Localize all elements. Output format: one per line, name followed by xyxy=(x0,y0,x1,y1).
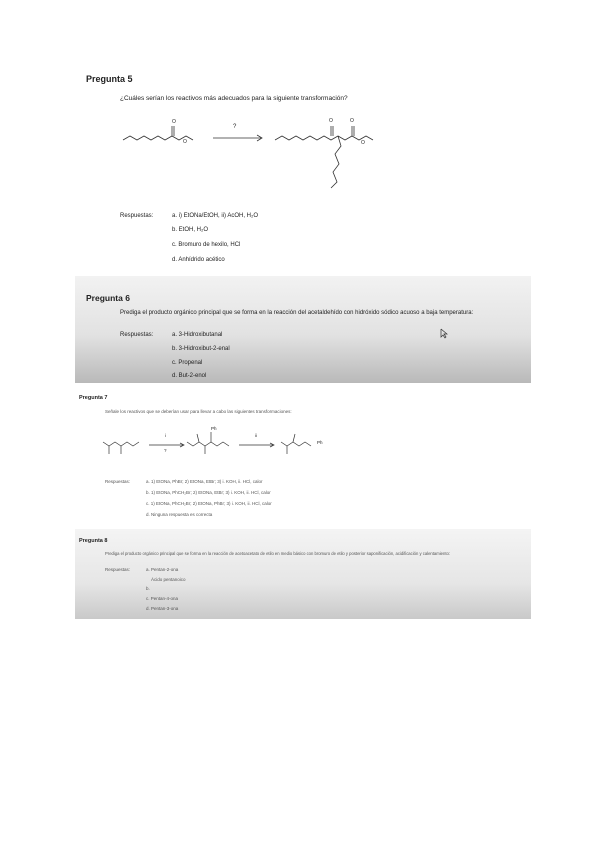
product-structure xyxy=(275,124,375,190)
answer-option-c[interactable]: c. 1) EtONa, PhCH₂Br; 2) EtONa, PhBr; 3) i. KOH, ii. HCl, calor xyxy=(146,501,272,506)
question-6 xyxy=(75,276,531,383)
question-title: Pregunta 8 xyxy=(79,538,108,544)
reaction-arrow xyxy=(239,442,275,448)
product-o-label: O xyxy=(350,118,354,124)
answer-option-d[interactable]: d. But-2-enol xyxy=(172,373,207,379)
question-text: Prediga el producto orgánico principal que se forma en la reacción de acetoacetato de etilo en medio básico con bromuro de etilo y posterior saponificación, acidificación y calentamiento: xyxy=(105,551,450,556)
question-text: Prediga el producto orgánico principal que se forma en la reacción del acetaldehído con hidróxido sódico acuoso a baja temperatura: xyxy=(120,310,474,316)
product-ester-o-label: O xyxy=(361,140,365,146)
answer-option-b-text[interactable]: Ácido pentanoico xyxy=(151,577,186,582)
question-title: Pregunta 7 xyxy=(79,395,108,401)
answers-label: Respuestas: xyxy=(105,567,131,572)
arrow-label-top: i xyxy=(165,433,166,438)
answer-option-d[interactable]: d. Anhídrido acético xyxy=(172,257,225,263)
reaction-arrow xyxy=(149,442,185,448)
answer-option-a[interactable]: a. 3-Hidroxibutanal xyxy=(172,332,223,338)
answers-label: Respuestas: xyxy=(120,332,154,338)
arrow-label-bottom: ? xyxy=(164,448,167,453)
question-title: Pregunta 6 xyxy=(86,293,130,303)
answers-label: Respuestas: xyxy=(105,479,131,484)
answer-option-a[interactable]: a. Pentan-2-ona xyxy=(146,567,179,572)
answer-option-b[interactable]: b. EtOH, H₂O xyxy=(172,227,209,233)
ph-label: Ph xyxy=(211,426,217,431)
arrow-label-top: ii xyxy=(255,433,257,438)
answer-option-c[interactable]: c. Bromuro de hexilo, HCl xyxy=(172,242,241,248)
ester-o-label: O xyxy=(183,139,187,145)
answer-option-a[interactable]: a. 1) EtONa, PhBr; 2) EtONa, EtBr; 3) i. KOH, ii. HCl, calor xyxy=(146,479,263,484)
answer-option-b[interactable]: b. 3-Hidroxibut-2-enal xyxy=(172,346,230,352)
question-title: Pregunta 5 xyxy=(86,74,133,84)
product-o-label: O xyxy=(329,118,333,124)
answer-option-c[interactable]: c. Propenal xyxy=(172,360,203,366)
arrow-label: ? xyxy=(233,124,237,130)
carbonyl-o-label: O xyxy=(172,119,176,125)
question-8 xyxy=(75,529,531,619)
question-text: Señale los reactivos que se deberían usar para llevar a cabo las siguientes transformaciones: xyxy=(105,409,292,414)
answer-option-d[interactable]: d. Pentan-3-ona xyxy=(146,606,179,611)
answer-option-d[interactable]: d. Ninguna respuesta es correcta xyxy=(146,512,213,517)
answer-option-c[interactable]: c. Pentan-4-ona xyxy=(146,596,179,601)
ph-label: Ph xyxy=(317,440,323,445)
question-7 xyxy=(75,388,531,528)
intermediate-structure xyxy=(187,424,233,458)
reactant-structure xyxy=(103,434,143,456)
product-structure xyxy=(281,432,315,456)
question-5 xyxy=(75,62,531,274)
question-text: ¿Cuáles serían los reactivos más adecuados para la siguiente transformación? xyxy=(120,95,348,102)
mouse-cursor-icon xyxy=(440,329,448,339)
reaction-arrow xyxy=(213,134,263,142)
answer-option-b[interactable]: b. 1) EtONa, PhCH₂Br; 2) EtONa, EtBr; 3) i. KOH, ii. HCl, calor xyxy=(146,490,271,495)
answers-label: Respuestas: xyxy=(120,213,154,219)
answer-option-b[interactable]: b. xyxy=(146,586,150,591)
answer-option-a[interactable]: a. i) EtONa/EtOH, ii) AcOH, H₂O xyxy=(172,213,259,219)
